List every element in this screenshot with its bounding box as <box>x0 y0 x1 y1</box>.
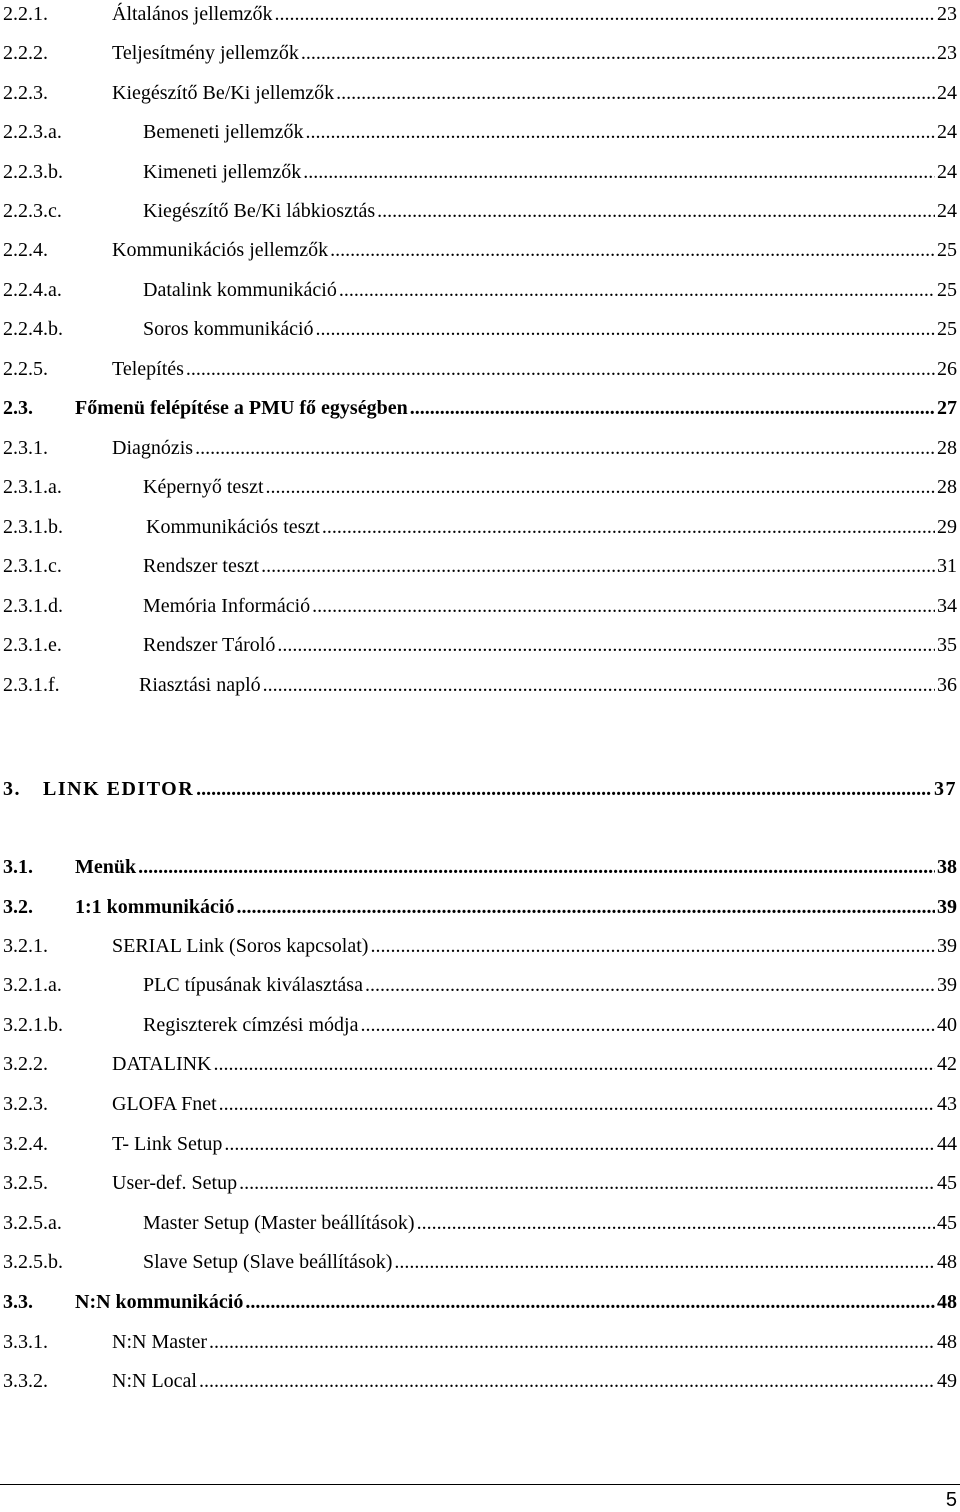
toc-entry-number: 2.2.4. <box>3 239 48 261</box>
dot-leader <box>301 40 935 66</box>
toc-entry-number: 2.3.1.d. <box>3 595 63 617</box>
toc-entry-title: Kiegészítő Be/Ki lábkiosztás <box>143 200 376 222</box>
dot-leader <box>303 159 935 185</box>
dot-leader <box>410 395 935 421</box>
toc-entry-number: 3.2.1.a. <box>3 974 62 996</box>
toc-entry-title: GLOFA Fnet <box>112 1093 217 1115</box>
dot-leader <box>365 972 935 998</box>
toc-entry-page: 48 <box>937 1251 957 1273</box>
toc-entry-number: 2.2.3.c. <box>3 200 62 222</box>
toc-entry-title: Telepítés <box>112 358 184 380</box>
toc-entry-page: 28 <box>937 476 957 498</box>
dot-leader <box>306 119 936 145</box>
dot-leader <box>199 1368 935 1394</box>
dot-leader <box>330 237 935 263</box>
toc-entry-title: N:N kommunikáció <box>75 1291 244 1313</box>
toc-entry[interactable] <box>3 593 957 619</box>
toc-entry-page: 42 <box>937 1053 957 1075</box>
toc-entry-title: Rendszer teszt <box>143 555 260 577</box>
dot-leader <box>339 277 935 303</box>
toc-entry-number: 3. <box>3 778 21 800</box>
toc-entry-title: Bemeneti jellemzők <box>143 121 304 143</box>
toc-entry-number: 2.2.2. <box>3 42 48 64</box>
toc-entry-number: 3.2.5.b. <box>3 1251 63 1273</box>
toc-entry-number: 2.3.1.f. <box>3 674 60 696</box>
toc-entry-title: Kiegészítő Be/Ki jellemzők <box>112 82 335 104</box>
toc-entry-title: LINK EDITOR <box>43 778 195 800</box>
toc-entry-page: 34 <box>937 595 957 617</box>
toc-entry-title: N:N Local <box>112 1370 197 1392</box>
toc-entry[interactable] <box>3 159 957 185</box>
toc-entry-number: 3.2.1.b. <box>3 1014 63 1036</box>
toc-entry-page: 48 <box>937 1331 957 1353</box>
toc-entry-title: Főmenü felépítése a PMU fő egységben <box>75 397 408 419</box>
toc-entry-page: 26 <box>937 358 957 380</box>
toc-entry[interactable] <box>3 1012 957 1038</box>
toc-entry-page: 25 <box>937 318 957 340</box>
toc-entry[interactable] <box>3 198 957 224</box>
toc-entry[interactable] <box>3 395 957 421</box>
toc-entry-number: 3.3. <box>3 1291 33 1313</box>
toc-entry[interactable] <box>3 672 957 698</box>
toc-entry-title: Memória Információ <box>143 595 311 617</box>
toc-entry-number: 2.2.3.a. <box>3 121 62 143</box>
dot-leader <box>236 894 935 920</box>
toc-entry[interactable] <box>3 435 957 461</box>
toc-entry-title: Képernyő teszt <box>143 476 264 498</box>
dot-leader <box>312 593 935 619</box>
toc-entry-title: SERIAL Link (Soros kapcsolat) <box>112 935 369 957</box>
toc-entry-number: 3.1. <box>3 856 33 878</box>
toc-entry-title: Slave Setup (Slave beállítások) <box>143 1251 393 1273</box>
toc-entry-title: Riasztási napló <box>139 674 261 696</box>
dot-leader <box>195 435 935 461</box>
toc-entry-page: 43 <box>937 1093 957 1115</box>
toc-entry-number: 2.2.4.a. <box>3 279 62 301</box>
toc-entry-title: User-def. Setup <box>112 1172 238 1194</box>
toc-entry-title: Kommunikációs teszt <box>146 516 320 538</box>
toc-entry-number: 3.3.1. <box>3 1331 48 1353</box>
toc-entry-number: 2.3. <box>3 397 33 419</box>
toc-entry[interactable] <box>3 1170 957 1196</box>
dot-leader <box>336 80 935 106</box>
dot-leader <box>219 1091 935 1117</box>
toc-entry-page: 28 <box>937 437 957 459</box>
toc-entry-title: Regiszterek címzési módja <box>143 1014 359 1036</box>
toc-entry[interactable] <box>3 40 957 66</box>
footer-divider <box>0 1484 960 1485</box>
toc-entry[interactable] <box>3 277 957 303</box>
page-number: 5 <box>945 1489 957 1511</box>
toc-entry-page: 48 <box>937 1291 957 1313</box>
dot-leader <box>209 1329 935 1355</box>
toc-entry-title: T- Link Setup <box>112 1133 223 1155</box>
toc-entry-title: Rendszer Tároló <box>143 634 276 656</box>
toc-entry-page: 24 <box>937 200 957 222</box>
toc-entry[interactable] <box>3 1289 957 1315</box>
toc-entry-page: 39 <box>937 935 957 957</box>
toc-entry[interactable] <box>3 972 957 998</box>
toc-entry-page: 39 <box>937 896 957 918</box>
toc-entry-title: Master Setup (Master beállítások) <box>143 1212 415 1234</box>
toc-entry[interactable] <box>3 632 957 658</box>
toc-entry[interactable] <box>3 316 957 342</box>
toc-entry-number: 2.3.1. <box>3 437 48 459</box>
toc-entry[interactable] <box>3 356 957 382</box>
toc-entry[interactable] <box>3 1091 957 1117</box>
dot-leader <box>224 1131 935 1157</box>
toc-entry-page: 29 <box>937 516 957 538</box>
toc-entry-number: 2.2.3.b. <box>3 161 63 183</box>
toc-entry-number: 2.2.4.b. <box>3 318 63 340</box>
toc-entry-page: 36 <box>937 674 957 696</box>
dot-leader <box>277 632 935 658</box>
toc-entry-number: 3.2. <box>3 896 33 918</box>
toc-entry-number: 2.3.1.b. <box>3 516 63 538</box>
dot-leader <box>322 514 935 540</box>
toc-entry-page: 49 <box>937 1370 957 1392</box>
toc-entry[interactable] <box>3 1 957 27</box>
toc-entry[interactable] <box>3 933 957 959</box>
toc-entry-page: 44 <box>937 1133 957 1155</box>
toc-entry-number: 2.2.5. <box>3 358 48 380</box>
toc-entry-title: Datalink kommunikáció <box>143 279 337 301</box>
toc-entry-number: 3.2.1. <box>3 935 48 957</box>
toc-entry-title: Soros kommunikáció <box>143 318 314 340</box>
toc-entry[interactable] <box>3 119 957 145</box>
toc-entry-title: Teljesítmény jellemzők <box>112 42 299 64</box>
toc-entry[interactable] <box>3 1368 957 1394</box>
toc-entry[interactable] <box>3 854 957 880</box>
dot-leader <box>239 1170 935 1196</box>
toc-entry-page: 45 <box>937 1172 957 1194</box>
toc-entry-number: 3.2.4. <box>3 1133 48 1155</box>
toc-entry-number: 3.2.5.a. <box>3 1212 62 1234</box>
toc-entry[interactable] <box>3 894 957 920</box>
toc-entry-title: PLC típusának kiválasztása <box>143 974 363 996</box>
toc-entry-title: Kimeneti jellemzők <box>143 161 302 183</box>
dot-leader <box>245 1289 935 1315</box>
toc-entry-page: 37 <box>934 778 957 800</box>
dot-leader <box>263 672 935 698</box>
toc-entry-page: 31 <box>937 555 957 577</box>
toc-entry[interactable] <box>3 1131 957 1157</box>
dot-leader <box>316 316 935 342</box>
dot-leader <box>214 1051 936 1077</box>
dot-leader <box>266 474 935 500</box>
toc-entry-page: 23 <box>937 42 957 64</box>
dot-leader <box>377 198 935 224</box>
dot-leader <box>275 1 935 27</box>
dot-leader <box>186 356 935 382</box>
toc-entry-title: Diagnózis <box>112 437 194 459</box>
toc-entry[interactable] <box>3 1329 957 1355</box>
toc-entry[interactable] <box>3 514 957 540</box>
toc-entry-page: 25 <box>937 279 957 301</box>
toc-entry-title: Általános jellemzők <box>112 3 273 25</box>
toc-entry[interactable] <box>3 80 957 106</box>
dot-leader <box>417 1210 935 1236</box>
dot-leader <box>360 1012 935 1038</box>
toc-entry-page: 27 <box>937 397 957 419</box>
toc-entry[interactable] <box>3 776 957 802</box>
dot-leader <box>370 933 935 959</box>
toc-entry[interactable] <box>3 553 957 579</box>
toc-entry-title: Menük <box>75 856 137 878</box>
toc-entry-number: 3.2.5. <box>3 1172 48 1194</box>
toc-entry-page: 40 <box>937 1014 957 1036</box>
toc-entry[interactable] <box>3 237 957 263</box>
toc-entry-number: 3.2.2. <box>3 1053 48 1075</box>
toc-entry-number: 2.2.1. <box>3 3 48 25</box>
toc-entry[interactable] <box>3 1051 957 1077</box>
toc-entry-page: 24 <box>937 82 957 104</box>
toc-entry[interactable] <box>3 1249 957 1275</box>
toc-entry-title: DATALINK <box>112 1053 212 1075</box>
toc-entry-number: 2.3.1.e. <box>3 634 62 656</box>
toc-entry-page: 39 <box>937 974 957 996</box>
toc-entry-number: 2.3.1.c. <box>3 555 62 577</box>
toc-entry-number: 2.2.3. <box>3 82 48 104</box>
toc-entry-page: 24 <box>937 121 957 143</box>
toc-entry[interactable] <box>3 1210 957 1236</box>
dot-leader <box>196 776 932 802</box>
toc-entry-number: 3.2.3. <box>3 1093 48 1115</box>
toc-entry-page: 35 <box>937 634 957 656</box>
toc-entry-number: 2.3.1.a. <box>3 476 62 498</box>
toc-entry-page: 24 <box>937 161 957 183</box>
toc-entry[interactable] <box>3 474 957 500</box>
dot-leader <box>261 553 935 579</box>
dot-leader <box>138 854 935 880</box>
toc-entry-title: 1:1 kommunikáció <box>75 896 235 918</box>
toc-entry-number: 3.3.2. <box>3 1370 48 1392</box>
toc-entry-page: 45 <box>937 1212 957 1234</box>
dot-leader <box>394 1249 935 1275</box>
toc-entry-page: 38 <box>937 856 957 878</box>
toc-entry-title: Kommunikációs jellemzők <box>112 239 329 261</box>
toc-entry-page: 23 <box>937 3 957 25</box>
toc-entry-page: 25 <box>937 239 957 261</box>
toc-entry-title: N:N Master <box>112 1331 207 1353</box>
